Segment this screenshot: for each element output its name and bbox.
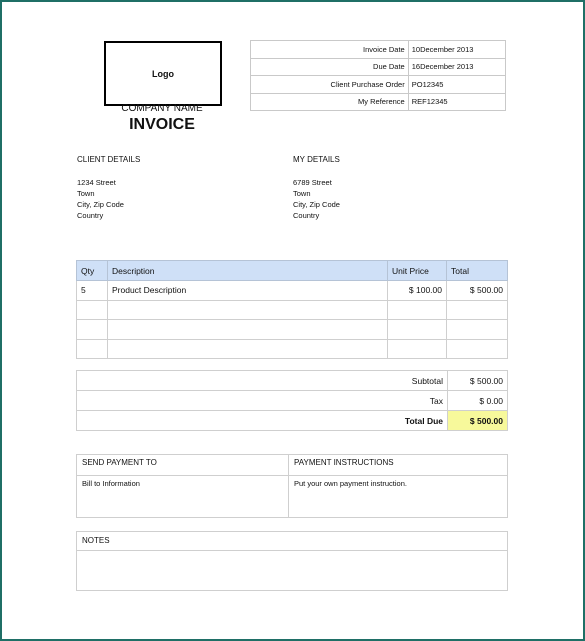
client-details-heading: CLIENT DETAILS [77, 155, 141, 164]
unit-price-cell [388, 320, 447, 340]
table-row [77, 320, 508, 340]
description-cell [108, 300, 388, 320]
address-line: City, Zip Code [293, 200, 340, 209]
payment-table [76, 454, 508, 518]
subtotal-row [77, 371, 508, 391]
payment-header-row [77, 455, 508, 476]
total-due-label: Total Due [77, 411, 448, 431]
table-row [77, 281, 508, 301]
total-due-row [77, 411, 508, 431]
address-line: 1234 Street [77, 178, 116, 187]
column-header-qty: Qty [77, 261, 108, 281]
payment-instructions-text: Put your own payment instruction. [289, 476, 508, 518]
meta-value: REF12345 [408, 93, 505, 111]
address-line: Country [77, 211, 104, 220]
qty-cell [77, 320, 108, 340]
meta-row [251, 76, 506, 94]
payment-body-row [77, 476, 508, 518]
tax-label: Tax [77, 391, 448, 411]
qty-cell: 5 [77, 281, 108, 301]
address-line: Town [77, 189, 95, 198]
company-name: COMPANY NAME [121, 103, 203, 114]
total-cell [447, 300, 508, 320]
logo-text: Logo [152, 68, 174, 79]
tax-row [77, 391, 508, 411]
column-header-total: Total [447, 261, 508, 281]
address-line: 6789 Street [293, 178, 332, 187]
meta-label: Due Date [251, 58, 409, 76]
meta-label: Invoice Date [251, 41, 409, 59]
column-header-unit-price: Unit Price [388, 261, 447, 281]
payment-instructions-heading: PAYMENT INSTRUCTIONS [289, 455, 508, 476]
my-address [293, 177, 340, 221]
total-cell [447, 320, 508, 340]
notes-heading: NOTES [77, 532, 507, 551]
address-line: Country [293, 211, 320, 220]
meta-label: Client Purchase Order [251, 76, 409, 94]
total-due-value: $ 500.00 [448, 411, 508, 431]
send-payment-heading: SEND PAYMENT TO [77, 455, 289, 476]
address-line: City, Zip Code [77, 200, 124, 209]
meta-label: My Reference [251, 93, 409, 111]
unit-price-cell [388, 300, 447, 320]
unit-price-cell [388, 339, 447, 359]
meta-value: 10December 2013 [408, 41, 505, 59]
column-header-description: Description [108, 261, 388, 281]
address-line: Town [293, 189, 311, 198]
description-cell: Product Description [108, 281, 388, 301]
table-row [77, 300, 508, 320]
qty-cell [77, 339, 108, 359]
notes-box [76, 531, 508, 591]
subtotal-label: Subtotal [77, 371, 448, 391]
invoice-meta-table [250, 40, 506, 111]
my-details-heading: MY DETAILS [293, 155, 340, 164]
line-items-table [76, 260, 508, 359]
send-payment-text: Bill to Information [77, 476, 289, 518]
client-address [77, 177, 124, 221]
meta-row [251, 41, 506, 59]
table-row [77, 339, 508, 359]
total-cell: $ 500.00 [447, 281, 508, 301]
table-header-row [77, 261, 508, 281]
total-cell [447, 339, 508, 359]
logo-placeholder [104, 41, 222, 106]
qty-cell [77, 300, 108, 320]
meta-value: 16December 2013 [408, 58, 505, 76]
description-cell [108, 320, 388, 340]
totals-table [76, 370, 508, 431]
meta-value: PO12345 [408, 76, 505, 94]
unit-price-cell: $ 100.00 [388, 281, 447, 301]
description-cell [108, 339, 388, 359]
page-title: INVOICE [129, 116, 195, 133]
meta-row [251, 58, 506, 76]
tax-value: $ 0.00 [448, 391, 508, 411]
meta-row [251, 93, 506, 111]
subtotal-value: $ 500.00 [448, 371, 508, 391]
